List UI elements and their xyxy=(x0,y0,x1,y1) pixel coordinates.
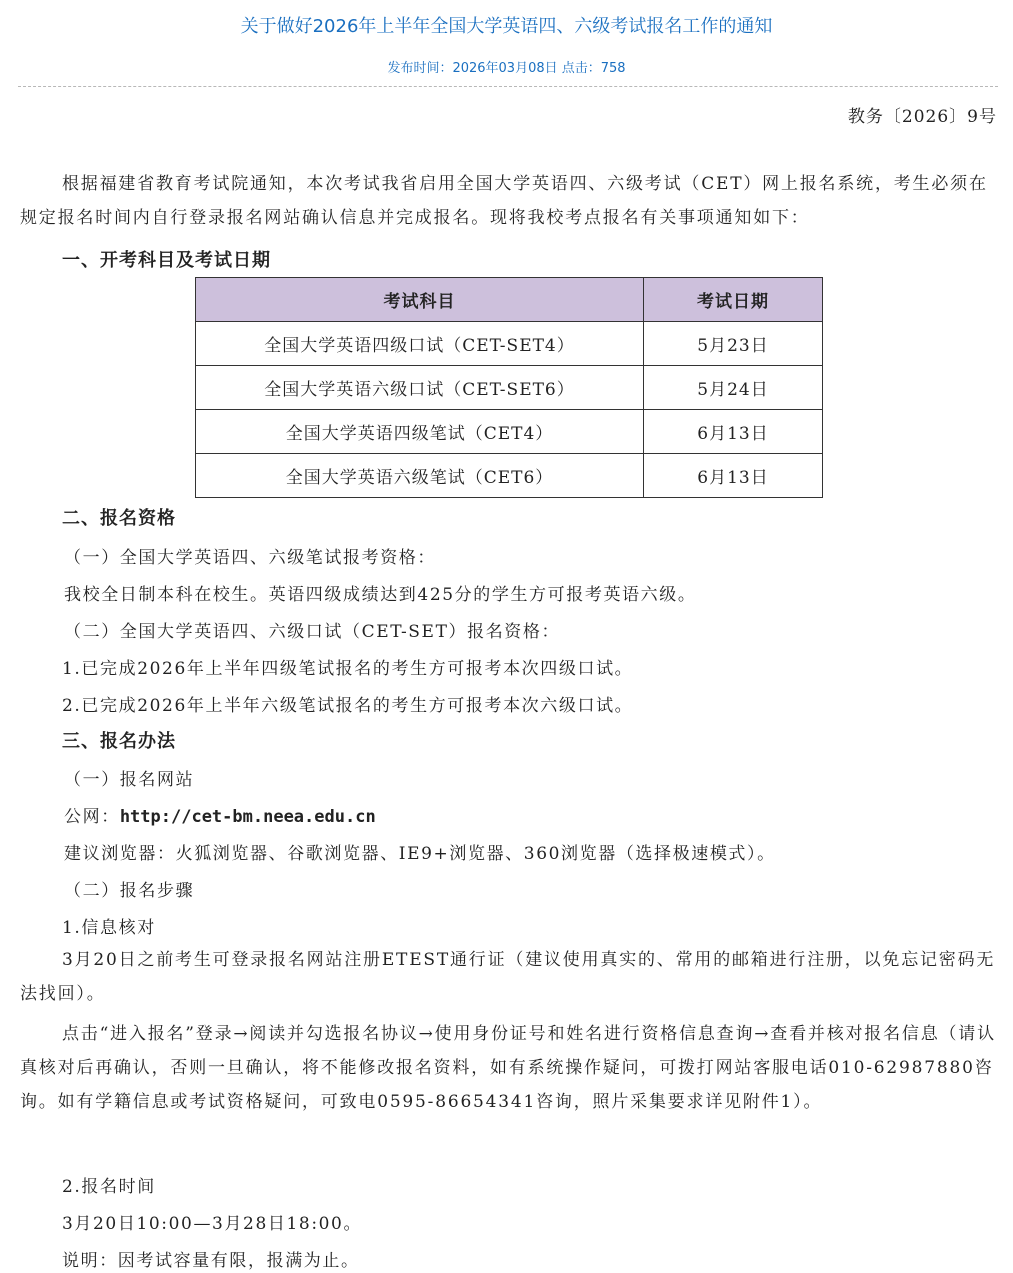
table-header-row xyxy=(196,278,823,322)
section2-item1: 1.已完成2026年上半年四级笔试报名的考生方可报考本次四级口试。 xyxy=(62,659,634,679)
section2-sub1-text: 我校全日制本科在校生。英语四级成绩达到425分的学生方可报考英语六级。 xyxy=(64,585,697,605)
table-cell-subject: 全国大学英语六级口试（CET-SET6） xyxy=(196,366,644,410)
section2-heading: 二、报名资格 xyxy=(62,508,176,529)
intro-paragraph: 根据福建省教育考试院通知，本次考试我省启用全国大学英语四、六级考试（CET）网上报名系统，考生必须在规定报名时间内自行登录报名网站确认信息并完成报名。现将我校考点报名有关事项通知如下： xyxy=(20,174,988,228)
site-url-link[interactable]: http://cet-bm.neea.edu.cn xyxy=(119,807,376,827)
table-cell-date: 5月23日 xyxy=(644,322,823,366)
section3-sub1: （一）报名网站 xyxy=(64,770,195,790)
table-header-subject: 考试科目 xyxy=(196,278,644,322)
table-cell-date: 5月24日 xyxy=(644,366,823,410)
section2-item2: 2.已完成2026年上半年六级笔试报名的考生方可报考本次六级口试。 xyxy=(62,696,634,716)
table-cell-subject: 全国大学英语六级笔试（CET6） xyxy=(196,454,644,498)
page-title: 关于做好2026年上半年全国大学英语四、六级考试报名工作的通知 xyxy=(240,16,773,37)
table-row xyxy=(196,454,823,498)
site-line xyxy=(64,802,376,827)
exam-schedule-table xyxy=(195,277,823,498)
publish-meta: 发布时间：2026年03月08日 点击：758 xyxy=(387,61,626,76)
step1-paragraph-2: 点击“进入报名”登录→阅读并勾选报名协议→使用身份证号和姓名进行资格信息查询→查看并核对报名信息（请认真核对后再确认，否则一旦确认，将不能修改报名资料，如有系统操作疑问，可拨打网站客服电话010-62987880咨询。如有学籍信息或考试资格疑问，可致电0595-86654341咨询，照片采集要求详见附件1）。 xyxy=(20,1024,996,1112)
browser-recommendation: 建议浏览器：火狐浏览器、谷歌浏览器、IE9+浏览器、360浏览器（选择极速模式）。 xyxy=(64,844,776,864)
document-number: 教务〔2026〕9号 xyxy=(847,107,997,127)
section2-sub1: （一）全国大学英语四、六级笔试报考资格： xyxy=(64,548,436,568)
table-row xyxy=(196,322,823,366)
step2-title: 2.报名时间 xyxy=(62,1177,156,1197)
section3-heading: 三、报名办法 xyxy=(62,731,176,752)
table-row xyxy=(196,410,823,454)
section3-sub2: （二）报名步骤 xyxy=(64,881,195,901)
table-cell-subject: 全国大学英语四级口试（CET-SET4） xyxy=(196,322,644,366)
section1-heading: 一、开考科目及考试日期 xyxy=(62,250,271,271)
table-row xyxy=(196,366,823,410)
table-cell-date: 6月13日 xyxy=(644,454,823,498)
step1-title: 1.信息核对 xyxy=(62,918,156,938)
table-cell-subject: 全国大学英语四级笔试（CET4） xyxy=(196,410,644,454)
capacity-note: 说明：因考试容量有限，报满为止。 xyxy=(62,1251,360,1271)
section2-sub2: （二）全国大学英语四、六级口试（CET-SET）报名资格： xyxy=(64,622,561,642)
step1-paragraph: 3月20日之前考生可登录报名网站注册ETEST通行证（建议使用真实的、常用的邮箱进行注册，以免忘记密码无法找回）。 xyxy=(20,950,996,1004)
divider xyxy=(18,86,998,87)
table-header-date: 考试日期 xyxy=(644,278,823,322)
step2-time: 3月20日10:00—3月28日18:00。 xyxy=(62,1214,363,1234)
site-label: 公网： xyxy=(64,807,120,827)
table-cell-date: 6月13日 xyxy=(644,410,823,454)
